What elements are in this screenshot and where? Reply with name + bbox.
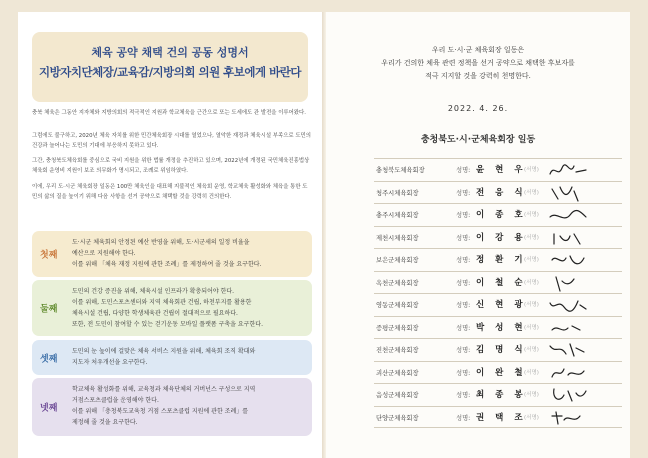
declaration-line: 적극 지지할 것을 강력히 천명한다. xyxy=(425,72,531,80)
signatory-row xyxy=(374,271,622,294)
intro-paragraph: 그럼에도 불구하고, 2020년 체육 자치를 위한 민간체육회장 시대를 열었으나, 열악한 재정과 체육시설 부족으로 도민의 건강과 늘어나는 도민의 기대에 부응하지 못하고 있다. xyxy=(32,133,311,149)
signatory-name: 윤 현 우 xyxy=(476,165,527,175)
seal-label: (서명) xyxy=(524,189,539,196)
demand-third xyxy=(32,340,312,375)
demand-line: 또한, 전 도민이 참여할 수 있는 걷기운동 모바일 플랫폼 구축을 요구한다. xyxy=(72,321,263,328)
signatory-name: 박 성 현 xyxy=(476,322,527,333)
seal-label: (서명) xyxy=(524,279,539,286)
demand-line: 도·시군 체육회의 안정된 예산 반영을 위해, 도·시군세의 일정 비율을 xyxy=(72,239,250,246)
signatory-organization: 진천군체육회장 xyxy=(376,347,419,354)
demand-text xyxy=(72,384,304,428)
demand-text xyxy=(72,346,304,368)
seal-label: (서명) xyxy=(524,347,539,353)
declaration-line: 우리 도·시·군 체육회장 일동은 xyxy=(431,46,525,54)
seal-label: (서명) xyxy=(524,414,539,421)
signatory-row xyxy=(374,293,622,316)
demand-line: 체육시설 건립, 다양한 학생체육관 건립이 절대적으로 필요하다. xyxy=(72,310,238,317)
demand-tag: 첫째 xyxy=(40,250,58,261)
signatory-row xyxy=(374,316,622,339)
right-page xyxy=(326,12,630,458)
signatory-row xyxy=(374,361,622,384)
name-label: 성명: xyxy=(456,414,471,422)
signatory-name: 최 종 봉 xyxy=(476,390,527,400)
demand-line: 이를 위해 「충청북도교육청 거점 스포츠클럽 지원에 관한 조례」를 xyxy=(72,408,249,415)
statement-subtitle: 지방자치단체장/교육감/지방의회 의원 후보에게 바란다 xyxy=(39,65,301,79)
seal-label: (서명) xyxy=(524,369,539,376)
intro-paragraph: 그간, 충청북도체육회를 중심으로 국비 지원을 위한 법률 개정을 추진하고 있으며, 2022년에 개정된 국민체육진흥법상 체육회 운영비 지원이 보조 의무화가 명시되고, 조례로 위임하였다. xyxy=(32,158,310,174)
handwritten-signature xyxy=(546,250,590,270)
name-label: 성명: xyxy=(456,234,471,242)
seal-label: (서명) xyxy=(524,257,539,263)
name-label: 성명: xyxy=(456,257,471,264)
demand-line: 이를 위해, 도민스포츠센터와 지역 체육회관 건립, 하천부지를 활용한 xyxy=(72,299,252,306)
handwritten-signature xyxy=(546,363,590,383)
intro-paragraph: 이에, 우리 도·시군 체육회장 일동은 100만 체육인을 대표해 지불적인 체육회 운영, 학교체육 활성화와 체육을 통한 도민의 삶의 질을 높이기 위해 다음 사항을 선거 공약으로 채택할 것을 강력히 건의한다. xyxy=(32,184,308,200)
demand-tag: 넷째 xyxy=(40,403,58,414)
signatory-table xyxy=(374,158,622,428)
seal-label: (서명) xyxy=(524,324,539,331)
demand-line: 도민의 건강 증진을 위해, 체육시설 인프라가 확충되어야 한다. xyxy=(72,288,235,295)
handwritten-signature xyxy=(546,205,590,225)
demand-line: 지도자 처우개선을 요구한다. xyxy=(72,359,148,366)
signatory-organization: 영동군체육회장 xyxy=(376,302,419,309)
signatory-row xyxy=(374,226,622,249)
handwritten-signature xyxy=(546,273,590,293)
name-label: 성명: xyxy=(456,167,471,174)
seal-label: (서명) xyxy=(524,167,539,173)
name-label: 성명: xyxy=(456,212,471,219)
signatory-row xyxy=(374,203,622,226)
handwritten-signature xyxy=(546,408,590,428)
statement-header xyxy=(32,32,308,102)
signatory-name: 이 철 순 xyxy=(476,277,527,288)
signatory-name: 정 환 기 xyxy=(476,255,527,265)
name-label: 성명: xyxy=(456,347,471,354)
handwritten-signature xyxy=(546,318,590,338)
signatory-organization: 괴산군체육회장 xyxy=(376,369,419,377)
demand-line: 예산으로 지원해야 한다. xyxy=(72,250,136,257)
signatory-organization: 단양군체육회장 xyxy=(376,414,419,422)
signatory-name: 신 현 광 xyxy=(476,300,527,310)
handwritten-signature xyxy=(546,340,590,360)
signatory-organization: 음성군체육회장 xyxy=(376,392,419,399)
demand-text xyxy=(72,286,304,330)
intro-paragraph: 충북 체육은 그동안 지자체와 지방의회의 적극적인 지원과 학교체육을 근간으로 또는 도세에도 관 발전을 이루어왔다. xyxy=(32,110,306,116)
signatory-name: 이 완 철 xyxy=(476,367,527,378)
signatory-organization: 제천시체육회장 xyxy=(376,234,419,242)
signatory-organization: 증평군체육회장 xyxy=(376,324,419,332)
signatory-row xyxy=(374,406,622,429)
name-label: 성명: xyxy=(456,324,471,332)
seal-label: (서명) xyxy=(524,392,539,398)
demand-tag: 둘째 xyxy=(40,304,58,315)
demand-line: 거점스포츠클럽을 운영해야 한다. xyxy=(72,397,159,404)
statement-title: 체육 공약 채택 건의 공동 성명서 xyxy=(91,46,249,59)
handwritten-signature xyxy=(546,295,590,315)
signatory-name: 이 종 호 xyxy=(476,210,527,220)
declaration-line: 우리가 건의한 체육 관련 정책을 선거 공약으로 채택한 후보자를 xyxy=(381,59,575,67)
handwritten-signature xyxy=(546,228,590,248)
seal-label: (서명) xyxy=(524,234,539,241)
seal-label: (서명) xyxy=(524,302,539,308)
signatory-name: 권 택 조 xyxy=(476,412,527,423)
signatory-name: 김 명 식 xyxy=(476,345,527,355)
demand-line: 학교체육 활성화를 위해, 교육청과 체육단체의 거버넌스 구성으로 지역 xyxy=(72,386,256,393)
name-label: 성명: xyxy=(456,369,471,377)
signatory-row xyxy=(374,248,622,271)
signatory-organization: 보은군체육회장 xyxy=(376,257,419,264)
demand-tag: 셋째 xyxy=(40,354,58,364)
statement-date: 2022. 4. 26. xyxy=(447,104,509,113)
signatory-row xyxy=(374,158,622,181)
signatory-name: 전 응 식 xyxy=(476,187,527,198)
signatory-name: 이 강 용 xyxy=(476,232,527,243)
name-label: 성명: xyxy=(456,189,471,197)
signatory-organization: 충청북도체육회장 xyxy=(376,167,425,174)
seal-label: (서명) xyxy=(524,212,539,218)
left-page xyxy=(18,12,322,458)
handwritten-signature xyxy=(546,160,590,180)
name-label: 성명: xyxy=(456,279,471,287)
association-name: 충청북도·시·군체육회장 일동 xyxy=(420,135,536,145)
name-label: 성명: xyxy=(456,302,471,309)
signatory-organization: 충주시체육회장 xyxy=(376,212,419,219)
name-label: 성명: xyxy=(456,392,471,399)
demand-second xyxy=(32,280,312,336)
signatory-organization: 옥천군체육회장 xyxy=(376,279,419,287)
signatory-row xyxy=(374,338,622,361)
demand-line: 이를 위해 「체육 재정 지원에 관한 조례」를 제정하여 줄 것을 요구한다. xyxy=(72,261,262,268)
handwritten-signature xyxy=(546,385,590,405)
demand-line: 제정해 줄 것을 요구한다. xyxy=(72,419,138,426)
demand-text xyxy=(72,237,304,270)
signatory-organization: 청주시체육회장 xyxy=(376,189,419,197)
signatory-row xyxy=(374,181,622,204)
demand-first xyxy=(32,231,312,277)
demand-fourth xyxy=(32,378,312,436)
signatory-row xyxy=(374,383,622,406)
demand-line: 도민의 눈 높이에 걸맞은 체육 서비스 지원을 위해, 체육회 조직 확대와 xyxy=(72,348,256,355)
handwritten-signature xyxy=(546,183,590,203)
